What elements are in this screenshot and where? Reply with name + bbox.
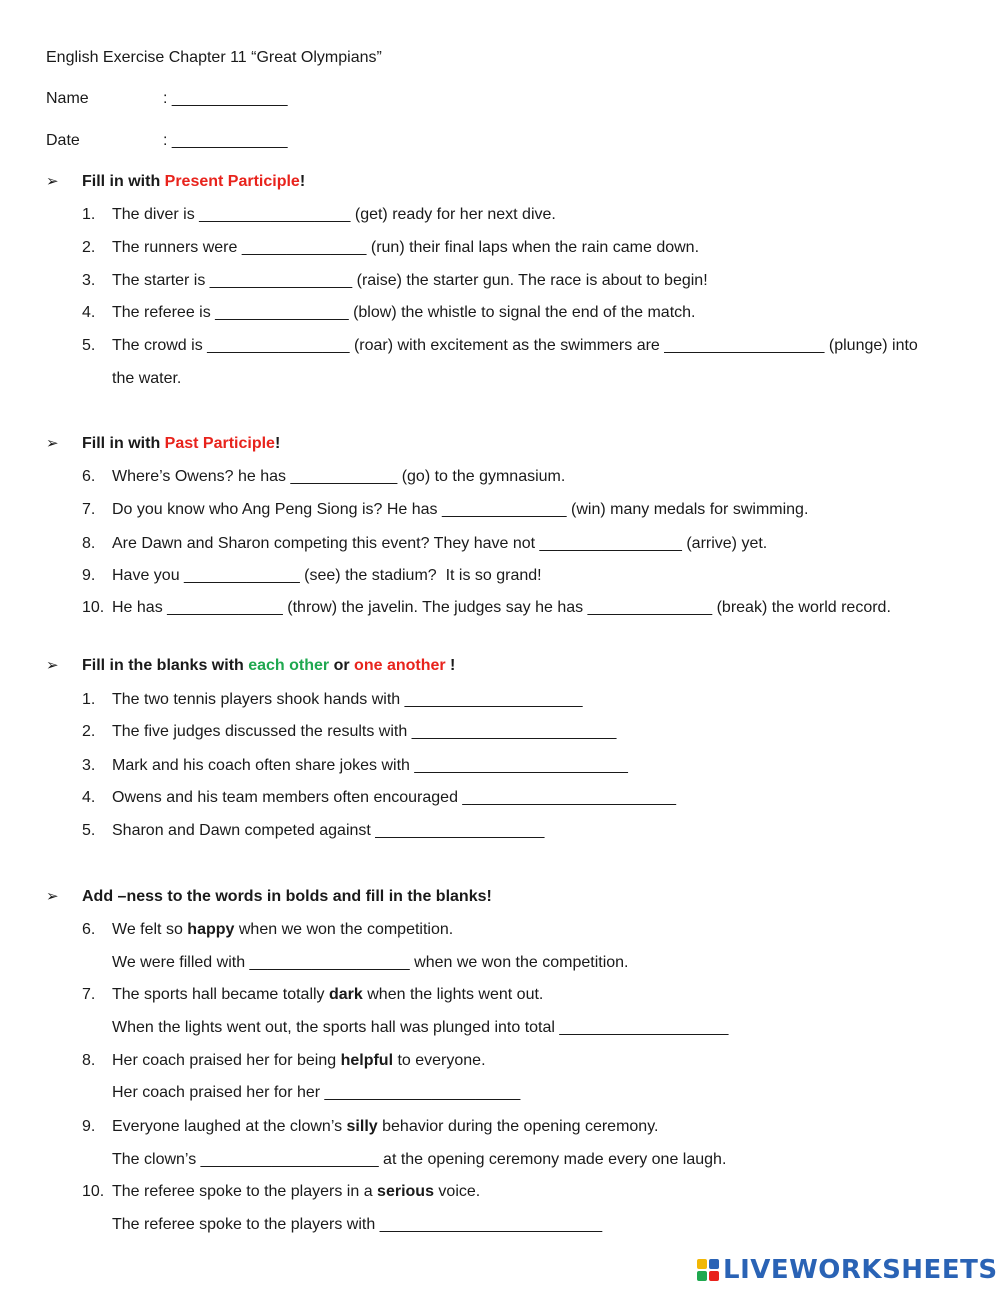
exercise-answer-line[interactable]: The referee spoke to the players with _________________________ [112, 1216, 603, 1233]
prompt-text: voice. [433, 1183, 481, 1200]
logo-text: LIVEWORKSHEETS [723, 1255, 998, 1285]
section-heading-past-participle [82, 434, 280, 454]
prompt-text: when the lights went out. [362, 986, 544, 1003]
prompt-text: Everyone laughed at the clown’s [112, 1118, 347, 1135]
item-number: 5. [82, 337, 96, 354]
exercise-answer-line[interactable]: The clown’s ____________________ at the opening ceremony made every one laugh. [112, 1151, 727, 1168]
logo-square [709, 1259, 719, 1269]
logo-square [697, 1259, 707, 1269]
heading-punct: ! [299, 173, 306, 190]
item-number: 4. [82, 789, 96, 806]
bullet-icon: ➢ [46, 435, 59, 452]
item-number: 3. [82, 272, 96, 289]
exercise-item[interactable]: Have you _____________ (see) the stadium? It is so grand! [112, 567, 542, 584]
item-number: 9. [82, 1118, 96, 1135]
heading-highlight: Present Participle [164, 173, 300, 190]
item-number: 2. [82, 239, 96, 256]
logo-mark-icon [697, 1259, 719, 1281]
date-label: Date [46, 132, 80, 149]
exercise-item[interactable]: Do you know who Ang Peng Siong is? He has ______________ (win) many medals for swimming. [112, 501, 809, 518]
item-number: 1. [82, 691, 96, 708]
exercise-item-continued: the water. [112, 370, 182, 387]
item-number: 8. [82, 1052, 96, 1069]
heading-text-mid: or [329, 657, 355, 674]
section-heading-each-other [82, 656, 455, 676]
bullet-icon: ➢ [46, 657, 59, 674]
prompt-text: to everyone. [393, 1052, 486, 1069]
date-field[interactable]: : _____________ [163, 132, 288, 149]
exercise-prompt [112, 1182, 480, 1202]
item-number: 3. [82, 757, 96, 774]
logo-square [697, 1271, 707, 1281]
exercise-item[interactable]: Where’s Owens? he has ____________ (go) to the gymnasium. [112, 468, 566, 485]
item-number: 7. [82, 986, 96, 1003]
prompt-bold-word: silly [346, 1118, 378, 1135]
exercise-item[interactable]: He has _____________ (throw) the javelin. The judges say he has ______________ (break) the world record. [112, 599, 891, 616]
exercise-item[interactable]: The referee is _______________ (blow) the whistle to signal the end of the match. [112, 304, 696, 321]
prompt-text: behavior during the opening ceremony. [377, 1118, 659, 1135]
prompt-bold-word: helpful [340, 1052, 394, 1069]
item-number: 7. [82, 501, 96, 518]
heading-text: Fill in with [82, 435, 165, 452]
item-number: 6. [82, 921, 96, 938]
exercise-item[interactable]: Are Dawn and Sharon competing this event? They have not ________________ (arrive) yet. [112, 535, 768, 552]
exercise-item[interactable]: The five judges discussed the results with _______________________ [112, 723, 617, 740]
exercise-item[interactable]: The runners were ______________ (run) their final laps when the rain came down. [112, 239, 700, 256]
heading-highlight: Past Participle [164, 435, 275, 452]
heading-punct: ! [445, 657, 456, 674]
item-number: 5. [82, 822, 96, 839]
name-label: Name [46, 90, 89, 107]
heading-text: Fill in the blanks with [82, 657, 249, 674]
logo-square [709, 1271, 719, 1281]
heading-punct: ! [274, 435, 281, 452]
exercise-item[interactable]: Owens and his team members often encouraged ________________________ [112, 789, 676, 806]
item-number: 4. [82, 304, 96, 321]
exercise-item[interactable]: The starter is ________________ (raise) the starter gun. The race is about to begin! [112, 272, 708, 289]
item-number: 9. [82, 567, 96, 584]
prompt-bold-word: happy [187, 921, 235, 938]
prompt-text: We felt so [112, 921, 188, 938]
section-heading-present-participle [82, 172, 305, 192]
item-number: 2. [82, 723, 96, 740]
exercise-prompt [112, 920, 453, 940]
item-number: 6. [82, 468, 96, 485]
item-number: 10. [82, 599, 105, 616]
prompt-bold-word: serious [377, 1183, 434, 1200]
page-title: English Exercise Chapter 11 “Great Olympians” [46, 49, 382, 66]
exercise-answer-line[interactable]: When the lights went out, the sports hall was plunged into total ___________________ [112, 1019, 729, 1036]
exercise-item[interactable]: Sharon and Dawn competed against ___________________ [112, 822, 545, 839]
liveworksheets-logo[interactable] [697, 1254, 998, 1286]
exercise-prompt [112, 1051, 486, 1071]
exercise-item[interactable]: Mark and his coach often share jokes with ________________________ [112, 757, 628, 774]
prompt-text: The sports hall became totally [112, 986, 329, 1003]
exercise-item[interactable]: The two tennis players shook hands with ____________________ [112, 691, 583, 708]
prompt-text: when we won the competition. [234, 921, 454, 938]
exercise-item[interactable]: The crowd is ________________ (roar) with excitement as the swimmers are __________________ (plunge) into [112, 337, 918, 354]
prompt-text: Her coach praised her for being [112, 1052, 341, 1069]
section-heading-ness: Add –ness to the words in bolds and fill in the blanks! [82, 888, 492, 905]
heading-highlight-red: one another [354, 657, 446, 674]
item-number: 10. [82, 1183, 105, 1200]
heading-highlight-green: each other [248, 657, 330, 674]
exercise-prompt [112, 1117, 658, 1137]
bullet-icon: ➢ [46, 888, 59, 905]
prompt-bold-word: dark [329, 986, 363, 1003]
bullet-icon: ➢ [46, 173, 59, 190]
prompt-text: The referee spoke to the players in a [112, 1183, 378, 1200]
exercise-prompt [112, 985, 543, 1005]
exercise-answer-line[interactable]: Her coach praised her for her ______________________ [112, 1084, 521, 1101]
exercise-answer-line[interactable]: We were filled with __________________ when we won the competition. [112, 954, 629, 971]
exercise-item[interactable]: The diver is _________________ (get) ready for her next dive. [112, 206, 556, 223]
item-number: 1. [82, 206, 96, 223]
name-field[interactable]: : _____________ [163, 90, 288, 107]
item-number: 8. [82, 535, 96, 552]
heading-text: Fill in with [82, 173, 165, 190]
